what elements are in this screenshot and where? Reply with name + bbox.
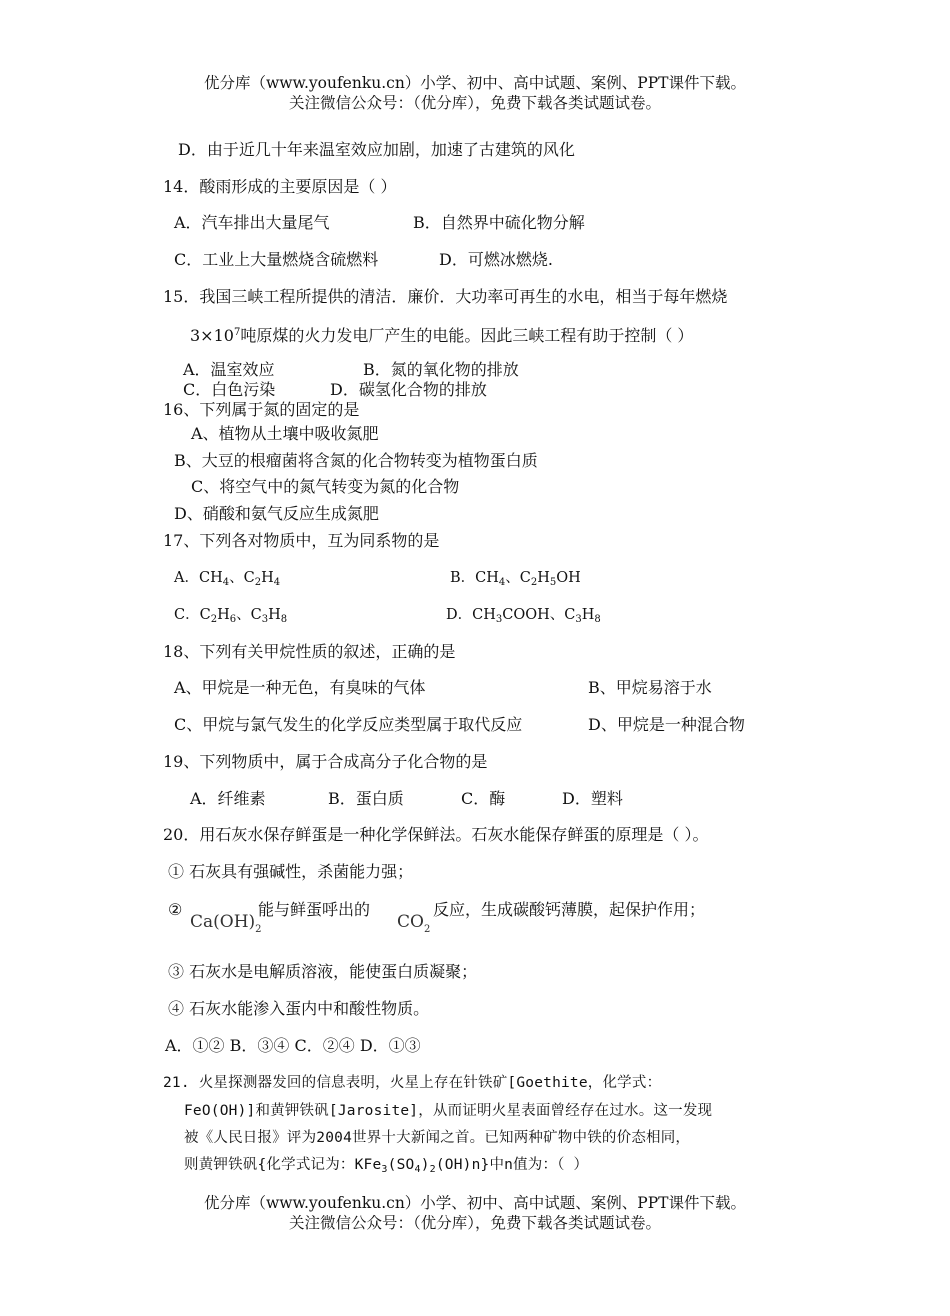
q19-option-d: D．塑料 xyxy=(562,789,623,808)
footer-line-2: 关注微信公众号：（优分库），免费下载各类试题试卷。 xyxy=(288,1214,661,1232)
q21-line-3: 被《人民日报》评为2004世界十大新闻之首。已知两种矿物中铁的价态相同， xyxy=(184,1130,691,1146)
q19-option-b: B．蛋白质 xyxy=(328,789,404,808)
q20-options: A．①② B．③④ C．②④ D．①③ xyxy=(165,1036,421,1055)
q20-formula-co2: $CO_2$ xyxy=(397,912,431,935)
q15-coefficient: 3×10 xyxy=(190,326,234,345)
q13-option-d: D．由于近几十年来温室效应加剧，加速了古建筑的风化 xyxy=(178,140,575,159)
q19-stem: 19、下列物质中，属于合成高分子化合物的是 xyxy=(163,752,488,771)
q20-statement-1: ① 石灰具有强碱性，杀菌能力强； xyxy=(168,862,414,881)
q16-option-d: D、硝酸和氨气反应生成氮肥 xyxy=(174,504,379,523)
q20-statement-2-end: 反应，生成碳酸钙薄膜，起保护作用； xyxy=(433,900,706,919)
q14-option-d: D．可燃冰燃烧. xyxy=(439,250,553,269)
header-line-2: 关注微信公众号：（优分库），免费下载各类试题试卷。 xyxy=(288,94,661,112)
q20-formula-caoh2: $Ca(OH)_2$ xyxy=(190,912,262,935)
q20-stem: 20．用石灰水保存鲜蛋是一种化学保鲜法。石灰水能保存鲜蛋的原理是（ ）。 xyxy=(163,825,709,844)
q15-stem-line-1: 15．我国三峡工程所提供的清洁．廉价．大功率可再生的水电，相当于每年燃烧 xyxy=(163,287,728,306)
header-line-1: 优分库（www.youfenku.cn）小学、初中、高中试题、案例、PPT课件下载。 xyxy=(203,74,747,92)
q20-statement-4: ④ 石灰水能渗入蛋内中和酸性物质。 xyxy=(168,999,430,1018)
q15-option-d: D．碳氢化合物的排放 xyxy=(330,380,487,399)
q19-option-c: C．酶 xyxy=(461,789,506,808)
q21-line-4: 则黄钾铁矾{化学式记为：$KFe_3(SO_4)_2(OH)n$}中n值为：（ ） xyxy=(184,1157,589,1175)
q17-stem: 17、下列各对物质中，互为同系物的是 xyxy=(163,531,440,550)
q14-option-a: A．汽车排出大量尾气 xyxy=(174,213,330,232)
q14-option-c: C．工业上大量燃烧含硫燃料 xyxy=(174,250,379,269)
q15-option-c: C．白色污染 xyxy=(183,380,276,399)
footer-line-1: 优分库（www.youfenku.cn）小学、初中、高中试题、案例、PPT课件下载。 xyxy=(203,1194,747,1212)
q18-option-a: A、甲烷是一种无色，有臭味的气体 xyxy=(174,678,426,697)
q16-option-c: C、将空气中的氮气转变为氮的化合物 xyxy=(191,477,460,496)
q21-line-2: FeO(OH)]和黄钾铁矾[Jarosite]，从而证明火星表面曾经存在过水。这一发现 xyxy=(184,1103,713,1119)
q14-stem: 14．酸雨形成的主要原因是（ ） xyxy=(163,177,397,196)
q18-option-b: B、甲烷易溶于水 xyxy=(588,678,712,697)
q18-stem: 18、下列有关甲烷性质的叙述，正确的是 xyxy=(163,642,456,661)
q16-option-a: A、植物从土壤中吸收氮肥 xyxy=(191,424,379,443)
q16-option-b: B、大豆的根瘤菌将含氮的化合物转变为植物蛋白质 xyxy=(174,451,538,470)
q17-option-d: D．$CH_3COOH$、$C_3H_8$ xyxy=(446,607,601,625)
q15-exponent: 7 xyxy=(233,327,241,338)
q20-statement-2-mid: 能与鲜蛋呼出的 xyxy=(258,900,371,919)
q15-option-a: A．温室效应 xyxy=(183,360,275,379)
q17-option-a: A．$CH_4$、$C_2H_4$ xyxy=(174,570,281,588)
q17-option-c: C．$C_2H_6$、$C_3H_8$ xyxy=(174,607,288,625)
q16-stem: 16、下列属于氮的固定的是 xyxy=(163,400,360,419)
q18-option-d: D、甲烷是一种混合物 xyxy=(588,715,745,734)
q15-stem-rest: 吨原煤的火力发电厂产生的电能。因此三峡工程有助于控制（ ） xyxy=(240,326,694,345)
q17-option-b: B．$CH_4$、$C_2H_5OH$ xyxy=(450,570,581,588)
q14-option-b: B．自然界中硫化物分解 xyxy=(413,213,585,232)
q20-statement-3: ③ 石灰水是电解质溶液，能使蛋白质凝聚； xyxy=(168,962,478,981)
q18-option-c: C、甲烷与氯气发生的化学反应类型属于取代反应 xyxy=(174,715,523,734)
q15-option-b: B．氮的氧化物的排放 xyxy=(363,360,519,379)
q21-line-1: 21. 火星探测器发回的信息表明，火星上存在针铁矿[Goethite，化学式： xyxy=(163,1075,662,1091)
q19-option-a: A．纤维素 xyxy=(190,789,266,808)
q20-statement-2-num: ② xyxy=(168,900,183,919)
q15-stem-line-2 xyxy=(190,326,693,346)
